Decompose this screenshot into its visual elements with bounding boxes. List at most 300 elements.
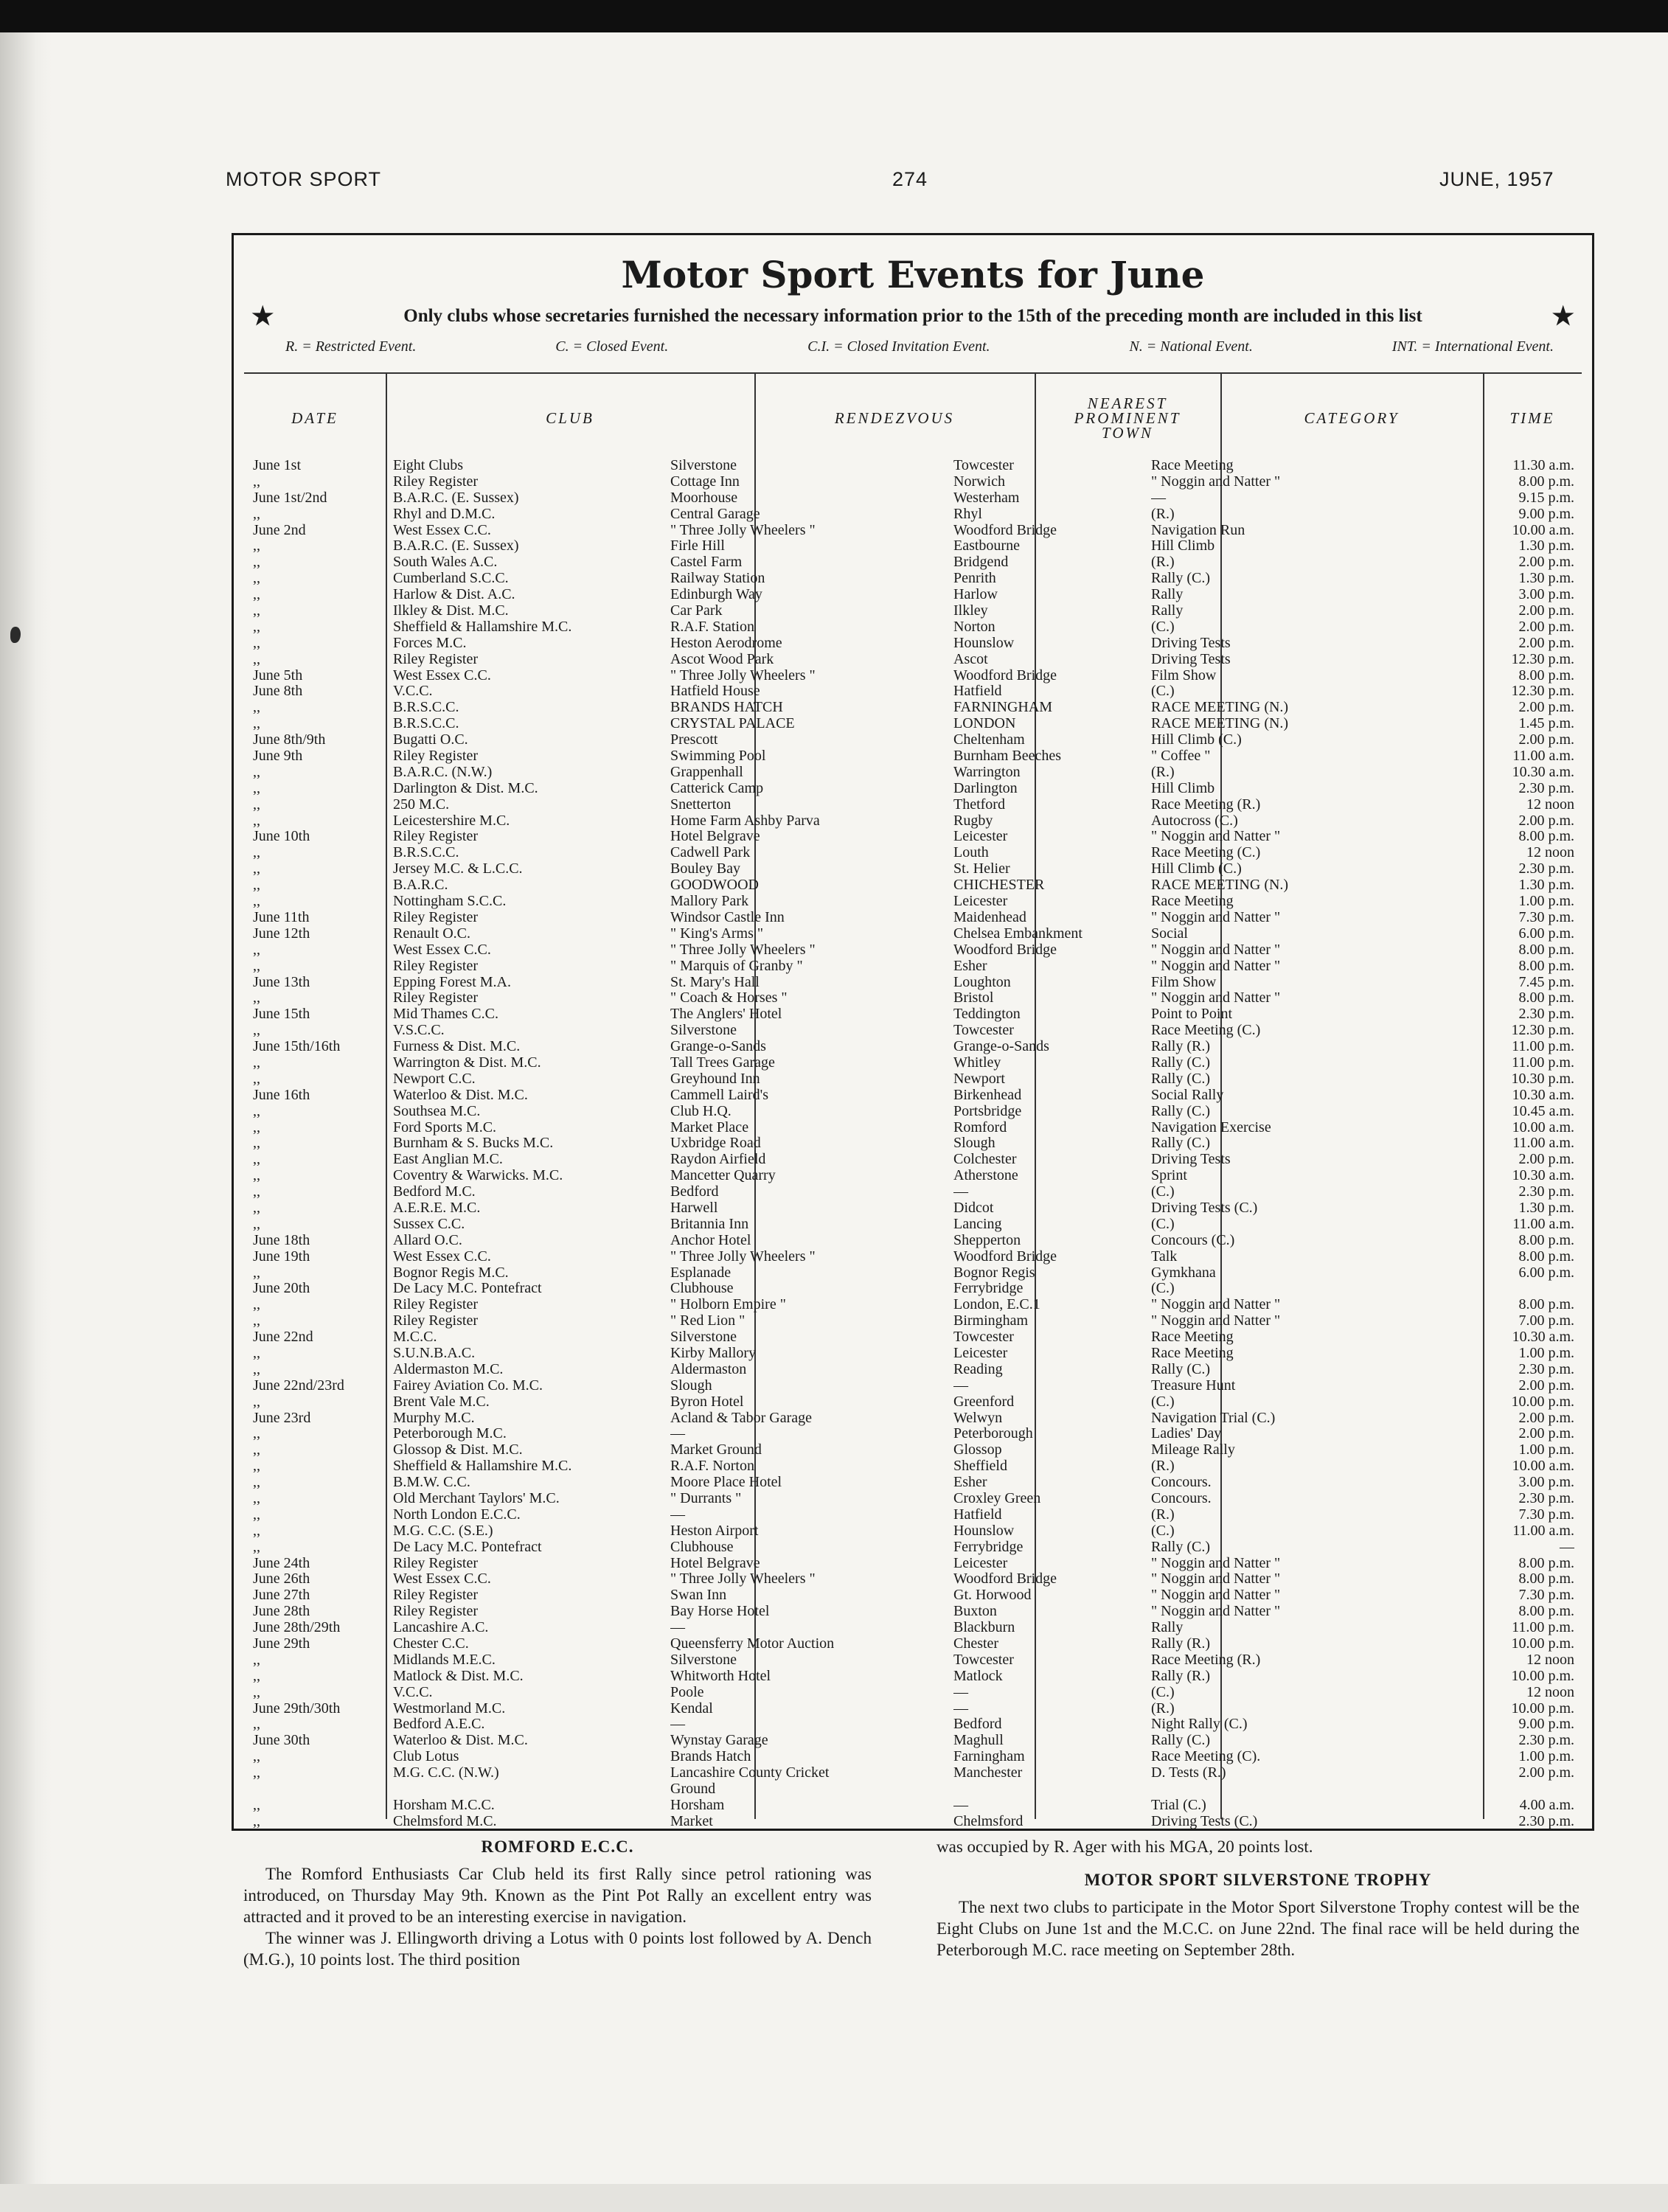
table-row (244, 1620, 1582, 1636)
cell-date: June 18th (253, 1232, 310, 1248)
table-row (244, 1088, 1582, 1104)
cell-category: " Noggin and Natter " (1151, 1604, 1281, 1620)
cell-rendezvous: Grappenhall (670, 764, 743, 780)
cell-rendezvous: Clubhouse (670, 1539, 734, 1555)
running-head-date: JUNE, 1957 (1439, 168, 1554, 190)
cell-rendezvous: — (670, 1426, 685, 1442)
cell-date: ,, (253, 1442, 260, 1458)
cell-town: Towcester (953, 1329, 1014, 1346)
key-international: INT. = International Event. (1391, 338, 1554, 355)
events-rows (244, 458, 1582, 1830)
article-continuation: was occupied by R. Ager with his MGA, 20 points lost. (936, 1837, 1313, 1856)
cell-town: Woodford Bridge (953, 1571, 1057, 1587)
cell-date: ,, (253, 473, 260, 490)
cell-rendezvous: Silverstone (670, 1652, 737, 1668)
cell-category: Hill Climb (C.) (1151, 732, 1242, 748)
cell-town: Gt. Horwood (953, 1587, 1032, 1604)
cell-time: 2.00 p.m. (1518, 700, 1574, 716)
cell-rendezvous: Wynstay Garage (670, 1733, 768, 1749)
table-row (244, 554, 1582, 571)
cell-club: West Essex C.C. (393, 522, 491, 538)
cell-date: June 22nd/23rd (253, 1377, 344, 1394)
cell-time: 1.00 p.m. (1518, 1749, 1574, 1765)
cell-rendezvous: Lancashire County Cricket (670, 1765, 830, 1781)
cell-time: 8.00 p.m. (1518, 1604, 1574, 1620)
cell-club: Riley Register (393, 651, 478, 667)
cell-time: 2.00 p.m. (1518, 635, 1574, 651)
cell-rendezvous: The Anglers' Hotel (670, 1006, 782, 1023)
cell-club: Forces M.C. (393, 635, 467, 651)
table-row (244, 1701, 1582, 1717)
table-row (244, 538, 1582, 554)
cell-town: Ferrybridge (953, 1281, 1024, 1297)
cell-town: Leicester (953, 1555, 1008, 1571)
table-row (244, 1168, 1582, 1184)
cell-date: ,, (253, 651, 260, 667)
scan-binding-shadow (0, 32, 52, 2212)
table-row (244, 1281, 1582, 1297)
table-row (244, 716, 1582, 732)
cell-date: ,, (253, 764, 260, 780)
cell-rendezvous: Grange-o-Sands (670, 1039, 766, 1055)
cell-time: 8.00 p.m. (1518, 958, 1574, 974)
cell-club: Allard O.C. (393, 1232, 462, 1248)
cell-category: Hill Climb (1151, 538, 1215, 554)
cell-date: ,, (253, 1475, 260, 1491)
cell-rendezvous: Mancetter Quarry (670, 1168, 776, 1184)
cell-category: Point to Point (1151, 1006, 1233, 1023)
cell-club: Peterborough M.C. (393, 1426, 507, 1442)
cell-rendezvous: Hotel Belgrave (670, 829, 760, 845)
cell-club: Bedford A.E.C. (393, 1717, 485, 1733)
cell-rendezvous: Railway Station (670, 571, 765, 587)
cell-club: Cumberland S.C.C. (393, 571, 509, 587)
cell-category: Hill Climb (1151, 780, 1215, 796)
cell-category: Driving Tests (1151, 1152, 1231, 1168)
cell-club: Epping Forest M.A. (393, 974, 511, 990)
cell-rendezvous: Slough (670, 1377, 712, 1394)
cell-time: 2.00 p.m. (1518, 1377, 1574, 1394)
cell-time: 11.00 a.m. (1512, 1523, 1574, 1539)
table-row (244, 1814, 1582, 1830)
cell-club: Furness & Dist. M.C. (393, 1039, 521, 1055)
table-row (244, 1120, 1582, 1136)
cell-time: 2.00 p.m. (1518, 619, 1574, 635)
cell-club: Ilkley & Dist. M.C. (393, 603, 509, 619)
cell-category: (R.) (1151, 1458, 1175, 1475)
cell-time: 12.30 p.m. (1511, 1023, 1574, 1039)
cell-rendezvous: Whitworth Hotel (670, 1668, 771, 1684)
cell-date: June 5th (253, 667, 303, 684)
table-row (244, 861, 1582, 877)
table-row (244, 474, 1582, 490)
cell-town: Croxley Green (953, 1491, 1041, 1506)
cell-date: June 12th (253, 925, 310, 942)
table-row (244, 1685, 1582, 1701)
header-club: CLUB (546, 409, 594, 427)
cell-category: " Noggin and Natter " (1151, 829, 1281, 845)
table-row (244, 845, 1582, 861)
header-rendezvous: RENDEZVOUS (834, 409, 955, 427)
cell-club: Aldermaston M.C. (393, 1361, 504, 1377)
cell-time: 10.00 p.m. (1511, 1700, 1574, 1717)
cell-date: ,, (253, 1265, 260, 1281)
cell-category: Mileage Rally (1151, 1442, 1235, 1458)
table-row (244, 797, 1582, 813)
cell-time: 6.00 p.m. (1518, 925, 1574, 942)
cell-category: Rally (1151, 1620, 1184, 1636)
cell-date: ,, (253, 877, 260, 894)
cell-category: (C.) (1151, 1394, 1175, 1410)
cell-category: (C.) (1151, 1216, 1175, 1232)
cell-date: ,, (253, 1523, 260, 1539)
cell-town: Teddington (953, 1006, 1021, 1023)
table-row (244, 1442, 1582, 1458)
cell-category: " Noggin and Natter " (1151, 1313, 1281, 1329)
table-row (244, 587, 1582, 603)
cell-category: Night Rally (C.) (1151, 1717, 1248, 1733)
cell-date: ,, (253, 1054, 260, 1071)
cell-town: Farningham (953, 1749, 1025, 1765)
cell-rendezvous: Brands Hatch (670, 1749, 751, 1765)
cell-category: (R.) (1151, 554, 1175, 571)
cell-date: ,, (253, 1345, 260, 1361)
cell-rendezvous: Central Garage (670, 506, 760, 522)
cell-town: Woodford Bridge (953, 942, 1057, 958)
cell-rendezvous: " Durrants " (670, 1491, 742, 1506)
cell-date: ,, (253, 1119, 260, 1135)
cell-time: 11.00 p.m. (1512, 1620, 1574, 1636)
cell-rendezvous: Heston Airport (670, 1523, 759, 1539)
cell-date: June 8th (253, 684, 303, 700)
cell-category: Trial (C.) (1151, 1797, 1206, 1813)
cell-club: Leicestershire M.C. (393, 813, 510, 829)
cell-club: V.C.C. (393, 684, 433, 700)
key-national: N. = National Event. (1129, 338, 1253, 355)
cell-town: Loughton (953, 974, 1011, 990)
cell-rendezvous: " Three Jolly Wheelers " (670, 667, 816, 684)
table-row (244, 1458, 1582, 1475)
cell-time: 2.30 p.m. (1518, 1006, 1574, 1023)
cell-club: Riley Register (393, 1604, 478, 1620)
cell-club: Sheffield & Hallamshire M.C. (393, 619, 572, 635)
cell-club: Midlands M.E.C. (393, 1652, 496, 1668)
cell-club: East Anglian M.C. (393, 1152, 503, 1168)
cell-time: 6.00 p.m. (1518, 1265, 1574, 1281)
cell-time: 2.00 p.m. (1518, 1152, 1574, 1168)
cell-town: Birmingham (953, 1313, 1029, 1329)
cell-rendezvous: " Red Lion " (670, 1313, 746, 1329)
cell-club: Bognor Regis M.C. (393, 1265, 509, 1281)
cell-town: Glossop (953, 1442, 1002, 1458)
cell-date: ,, (253, 1765, 260, 1781)
cell-rendezvous: Harwell (670, 1200, 718, 1216)
table-row (244, 1135, 1582, 1152)
table-row (244, 959, 1582, 975)
cell-time: 7.30 p.m. (1518, 1587, 1574, 1604)
cell-time: 8.00 p.m. (1518, 942, 1574, 958)
cell-date: ,, (253, 1539, 260, 1555)
cell-category: Rally (C.) (1151, 1103, 1210, 1119)
cell-category: (R.) (1151, 764, 1175, 780)
cell-town: Bridgend (953, 554, 1009, 571)
cell-town: Bognor Regis (953, 1265, 1035, 1281)
cell-rendezvous: — (670, 1717, 685, 1733)
cell-category: Race Meeting (C). (1151, 1749, 1261, 1765)
cell-town: Blackburn (953, 1620, 1015, 1636)
cell-rendezvous: St. Mary's Hall (670, 974, 760, 990)
cell-category: Race Meeting (1151, 1329, 1234, 1346)
cell-time: 7.45 p.m. (1518, 974, 1574, 990)
cell-club: S.U.N.B.A.C. (393, 1345, 476, 1361)
cell-date: ,, (253, 1458, 260, 1475)
table-row (244, 523, 1582, 539)
table-row (244, 490, 1582, 507)
table-row (244, 1006, 1582, 1023)
cell-time: 2.00 p.m. (1518, 1426, 1574, 1442)
cell-rendezvous: " Three Jolly Wheelers " (670, 522, 816, 538)
cell-category: Talk (1151, 1248, 1178, 1265)
cell-time: 11.00 p.m. (1512, 1039, 1574, 1055)
cell-time: 10.00 a.m. (1512, 1119, 1574, 1135)
cell-club: Fairey Aviation Co. M.C. (393, 1377, 543, 1394)
cell-rendezvous: Britannia Inn (670, 1216, 749, 1232)
cell-time: 12 noon (1526, 845, 1574, 861)
cell-rendezvous: Moorhouse (670, 490, 738, 506)
cell-date: ,, (253, 1506, 260, 1523)
cell-time: 10.30 a.m. (1512, 1168, 1574, 1184)
table-row (244, 1184, 1582, 1200)
table-row (244, 942, 1582, 959)
cell-category: " Noggin and Natter " (1151, 990, 1281, 1006)
cell-category: Race Meeting (1151, 458, 1234, 473)
notice-line (251, 302, 1574, 331)
cell-club: M.G. C.C. (N.W.) (393, 1765, 499, 1781)
cell-club: Brent Vale M.C. (393, 1394, 490, 1410)
cell-club: Old Merchant Taylors' M.C. (393, 1491, 560, 1506)
cell-date: ,, (253, 700, 260, 716)
cell-town: Portsbridge (953, 1103, 1022, 1119)
cell-category: (C.) (1151, 1281, 1175, 1297)
cell-date: June 26th (253, 1571, 310, 1587)
cell-category: Rally (C.) (1151, 1071, 1210, 1087)
cell-time: 10.00 p.m. (1511, 1668, 1574, 1684)
cell-date: ,, (253, 813, 260, 829)
cell-club: Waterloo & Dist. M.C. (393, 1087, 528, 1103)
table-row (244, 700, 1582, 716)
table-row (244, 571, 1582, 587)
cell-time: 10.00 p.m. (1511, 1394, 1574, 1410)
cell-rendezvous: Hatfield House (670, 684, 760, 700)
cell-rendezvous: Hotel Belgrave (670, 1555, 760, 1571)
cell-town: Woodford Bridge (953, 522, 1057, 538)
cell-club: Horsham M.C.C. (393, 1797, 495, 1813)
cell-rendezvous: Market (670, 1813, 713, 1829)
cell-time: 11.00 p.m. (1512, 1054, 1574, 1071)
cell-date: ,, (253, 845, 260, 861)
cell-rendezvous: Home Farm Ashby Parva (670, 813, 820, 829)
event-key-legend (285, 338, 1554, 355)
star-icon: ★ (1551, 303, 1574, 330)
cell-rendezvous: R.A.F. Station (670, 619, 754, 635)
cell-rendezvous: Cottage Inn (670, 473, 740, 490)
cell-town: Chelsea Embankment (953, 925, 1083, 942)
cell-time: 9.00 p.m. (1518, 1717, 1574, 1733)
scan-bottom-edge (0, 2184, 1668, 2212)
cell-club: Coventry & Warwicks. M.C. (393, 1168, 563, 1184)
cell-town: Esher (953, 1475, 987, 1491)
cell-town: Whitley (953, 1054, 1001, 1071)
cell-category: Driving Tests (C.) (1151, 1200, 1258, 1216)
cell-date: ,, (253, 587, 260, 603)
cell-club: Sussex C.C. (393, 1216, 465, 1232)
table-row (244, 603, 1582, 619)
cell-rendezvous: R.A.F. Norton (670, 1458, 754, 1475)
cell-time: 10.00 a.m. (1512, 522, 1574, 538)
cell-date: June 9th (253, 748, 303, 765)
cell-club: B.A.R.C. (E. Sussex) (393, 538, 519, 554)
table-row (244, 910, 1582, 926)
cell-club: West Essex C.C. (393, 1248, 491, 1265)
page-title: Motor Sport Events for June (621, 253, 1205, 296)
table-row (244, 1604, 1582, 1620)
cell-category: " Coffee " (1151, 748, 1211, 765)
cell-time: 8.00 p.m. (1518, 1297, 1574, 1313)
cell-date: June 23rd (253, 1410, 311, 1426)
cell-time: 8.00 p.m. (1518, 1248, 1574, 1265)
cell-town: Towcester (953, 458, 1014, 473)
cell-category: Gymkhana (1151, 1265, 1216, 1281)
cell-club: B.R.S.C.C. (393, 700, 459, 716)
cell-time: 12 noon (1526, 1684, 1574, 1700)
cell-date: ,, (253, 861, 260, 877)
cell-time: 2.30 p.m. (1518, 1184, 1574, 1200)
header-category: CATEGORY (1304, 409, 1400, 427)
cell-date: June 15th (253, 1006, 310, 1023)
cell-category: Film Show (1151, 667, 1217, 684)
cell-rendezvous: Acland & Tabor Garage (670, 1410, 813, 1426)
table-row (244, 636, 1582, 652)
cell-rendezvous: Queensferry Motor Auction (670, 1636, 835, 1652)
cell-category: RACE MEETING (N.) (1151, 700, 1289, 716)
cell-club: Bedford M.C. (393, 1184, 476, 1200)
cell-category: " Noggin and Natter " (1151, 473, 1281, 490)
cell-time: 12 noon (1526, 796, 1574, 813)
cell-date: ,, (253, 894, 260, 910)
table-row (244, 1071, 1582, 1088)
cell-category: (C.) (1151, 1684, 1175, 1700)
cell-club: Harlow & Dist. A.C. (393, 587, 515, 603)
cell-time: 1.30 p.m. (1518, 877, 1574, 894)
cell-town: Greenford (953, 1394, 1015, 1410)
cell-time: 8.00 p.m. (1518, 1232, 1574, 1248)
cell-date: June 2nd (253, 522, 306, 538)
cell-date: ,, (253, 990, 260, 1006)
cell-rendezvous: Mallory Park (670, 894, 749, 910)
cell-town: Birkenhead (953, 1087, 1022, 1103)
cell-town: Bedford (953, 1717, 1002, 1733)
cell-club: V.C.C. (393, 1684, 433, 1700)
cell-date: June 8th/9th (253, 732, 326, 748)
cell-date: June 16th (253, 1087, 310, 1103)
cell-town: Matlock (953, 1668, 1003, 1684)
cell-club: B.M.W. C.C. (393, 1475, 470, 1491)
scan-top-edge (0, 0, 1668, 32)
cell-time: 1.30 p.m. (1518, 571, 1574, 587)
cell-date: ,, (253, 1297, 260, 1313)
cell-time: 2.00 p.m. (1518, 554, 1574, 571)
cell-date: June 10th (253, 829, 310, 845)
table-row (244, 1507, 1582, 1523)
cell-category: (C.) (1151, 1184, 1175, 1200)
table-row (244, 1491, 1582, 1507)
table-row (244, 1217, 1582, 1233)
cell-town: Slough (953, 1135, 995, 1152)
cell-town: Chelmsford (953, 1813, 1024, 1829)
cell-category: Rally (C.) (1151, 1135, 1210, 1152)
cell-town: Hounslow (953, 1523, 1015, 1539)
cell-rendezvous: Cammell Laird's (670, 1087, 769, 1103)
cell-time: 2.30 p.m. (1518, 861, 1574, 877)
cell-town: Louth (953, 845, 989, 861)
cell-club: West Essex C.C. (393, 667, 491, 684)
star-icon: ★ (251, 303, 274, 330)
cell-category: Concours (C.) (1151, 1232, 1235, 1248)
cell-club: Ford Sports M.C. (393, 1119, 497, 1135)
cell-time: 7.30 p.m. (1518, 1506, 1574, 1523)
cell-club: Riley Register (393, 990, 478, 1006)
cell-town: Grange-o-Sands (953, 1039, 1049, 1055)
cell-club: Mid Thames C.C. (393, 1006, 498, 1023)
cell-town: Woodford Bridge (953, 667, 1057, 684)
article-romford (243, 1836, 872, 1970)
cell-town: Thetford (953, 796, 1005, 813)
cell-category: Sprint (1151, 1168, 1187, 1184)
cell-rendezvous: Market Ground (670, 1442, 762, 1458)
cell-category: Hill Climb (C.) (1151, 861, 1242, 877)
cell-date: ,, (253, 1313, 260, 1329)
cell-date: June 22nd (253, 1329, 313, 1346)
cell-club: Southsea M.C. (393, 1103, 481, 1119)
table-row (244, 684, 1582, 700)
events-table (244, 372, 1582, 1829)
cell-club: Murphy M.C. (393, 1410, 475, 1426)
table-row (244, 1717, 1582, 1733)
table-row (244, 1411, 1582, 1427)
article-paragraph: The winner was J. Ellingworth driving a Lotus with 0 points lost followed by A. Dench (M.G.), 10 points lost. The third position (243, 1929, 872, 1969)
cell-date: ,, (253, 538, 260, 554)
cell-date: ,, (253, 1152, 260, 1168)
cell-date: ,, (253, 942, 260, 958)
cell-category: Navigation Trial (C.) (1151, 1410, 1276, 1426)
cell-club: V.S.C.C. (393, 1023, 445, 1039)
cell-category: Social Rally (1151, 1087, 1224, 1103)
cell-category: Rally (1151, 587, 1184, 603)
cell-time: 1.30 p.m. (1518, 538, 1574, 554)
cell-town: Maghull (953, 1733, 1004, 1749)
cell-time: 11.00 a.m. (1512, 1135, 1574, 1152)
cell-date: June 28th (253, 1604, 310, 1620)
cell-time: 8.00 p.m. (1518, 473, 1574, 490)
cell-category: Race Meeting (1151, 1345, 1234, 1361)
cell-date: June 11th (253, 909, 310, 925)
table-row (244, 458, 1582, 474)
cell-category: " Noggin and Natter " (1151, 1587, 1281, 1604)
cell-club: Riley Register (393, 473, 478, 490)
cell-category: (R.) (1151, 1506, 1175, 1523)
table-row (244, 877, 1582, 894)
cell-rendezvous: Swimming Pool (670, 748, 766, 765)
